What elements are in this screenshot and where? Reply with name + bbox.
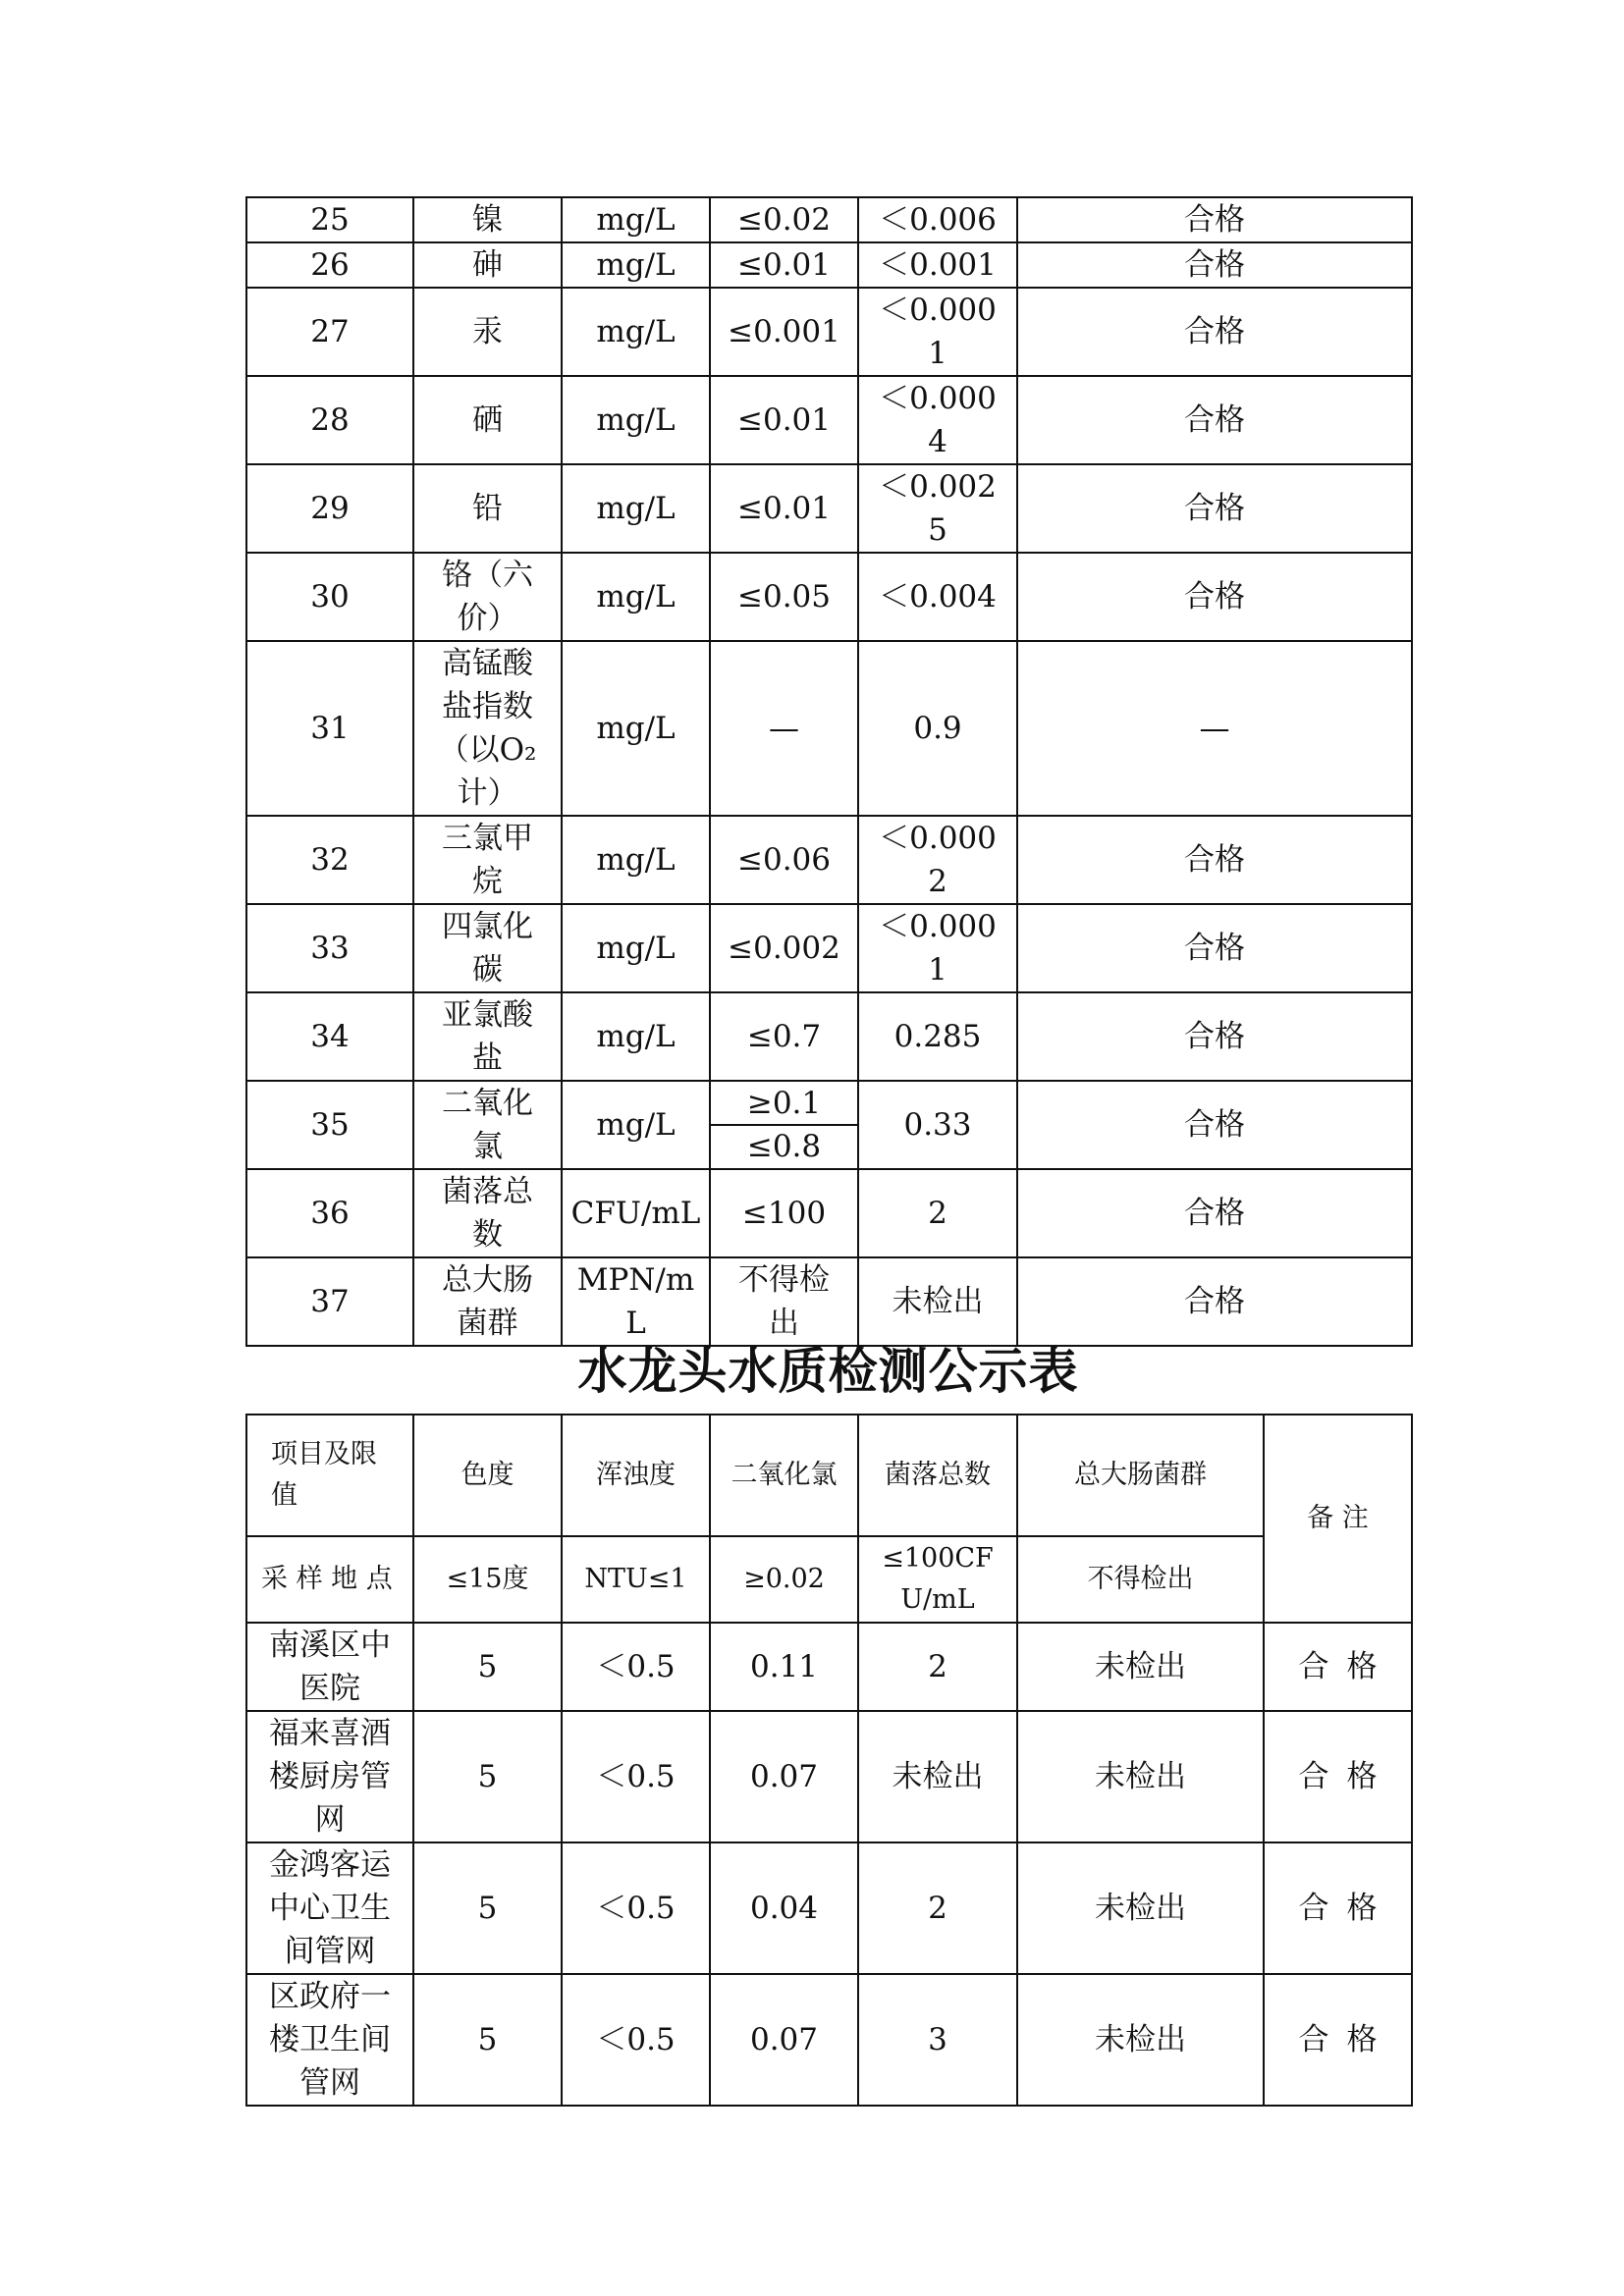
- limit: ≤0.001: [710, 288, 858, 376]
- sampling-site: 金鸿客运中心卫生间管网: [246, 1842, 413, 1974]
- remark-value: 合格: [1264, 1711, 1412, 1842]
- unit: mg/L: [562, 904, 710, 992]
- verdict: 合格: [1017, 1169, 1412, 1257]
- remark-value: 合格: [1264, 1842, 1412, 1974]
- limit: ≤0.01: [710, 242, 858, 288]
- colony-count-value: 3: [858, 1974, 1017, 2106]
- colony-count-value: 2: [858, 1842, 1017, 1974]
- verdict: 合格: [1017, 816, 1412, 904]
- sampling-site: 区政府一楼卫生间管网: [246, 1974, 413, 2106]
- table-row: [246, 1974, 1412, 2106]
- color-value: 5: [413, 1974, 562, 2106]
- result: ＜0.0004: [858, 376, 1017, 464]
- table-row: [246, 1169, 1412, 1257]
- table-row: [246, 641, 1412, 816]
- chlorine-dioxide-header: 二氧化氯: [710, 1415, 858, 1536]
- verdict: 合格: [1017, 992, 1412, 1081]
- result: 0.285: [858, 992, 1017, 1081]
- item-name: 铅: [413, 464, 562, 553]
- turbidity-limit: NTU≤1: [562, 1536, 710, 1623]
- item-name: 砷: [413, 242, 562, 288]
- limit: ≤0.01: [710, 464, 858, 553]
- table-row: [246, 1711, 1412, 1842]
- result: ＜0.006: [858, 197, 1017, 242]
- unit: mg/L: [562, 816, 710, 904]
- result: ＜0.0002: [858, 816, 1017, 904]
- item-name: 亚氯酸盐: [413, 992, 562, 1081]
- table-row: [246, 288, 1412, 376]
- verdict: 合格: [1017, 553, 1412, 641]
- result: ＜0.0025: [858, 464, 1017, 553]
- colony-count-limit: ≤100CFU/mL: [858, 1536, 1017, 1623]
- chlorine-dioxide-limit: ≥0.02: [710, 1536, 858, 1623]
- coliforms-value: 未检出: [1017, 1711, 1264, 1842]
- table-row: [246, 816, 1412, 904]
- unit: mg/L: [562, 242, 710, 288]
- table-row: [246, 1257, 1412, 1346]
- colony-count-value: 未检出: [858, 1711, 1017, 1842]
- verdict: 合格: [1017, 1081, 1412, 1169]
- color-value: 5: [413, 1711, 562, 1842]
- row-number: 25: [246, 197, 413, 242]
- row-number: 29: [246, 464, 413, 553]
- page-title: 水龙头水质检测公示表: [577, 1343, 1079, 1400]
- row-number: 32: [246, 816, 413, 904]
- result: ＜0.001: [858, 242, 1017, 288]
- limit-low: ≥0.1: [746, 1086, 822, 1121]
- colony-count-value: 2: [858, 1623, 1017, 1711]
- remark-value: 合格: [1264, 1623, 1412, 1711]
- item-name: 硒: [413, 376, 562, 464]
- turbidity-value: ＜0.5: [562, 1974, 710, 2106]
- color-header: 色度: [413, 1415, 562, 1536]
- colony-count-header: 菌落总数: [858, 1415, 1017, 1536]
- result: 0.9: [858, 641, 1017, 816]
- coliforms-limit: 不得检出: [1017, 1536, 1264, 1623]
- sampling-site-header: 采 样 地 点: [246, 1536, 413, 1623]
- table-row: [246, 242, 1412, 288]
- verdict: 合格: [1017, 242, 1412, 288]
- table-row: [246, 1081, 1412, 1169]
- verdict: 合格: [1017, 464, 1412, 553]
- coliforms-value: 未检出: [1017, 1623, 1264, 1711]
- limit: ≤0.01: [710, 376, 858, 464]
- row-number: 27: [246, 288, 413, 376]
- item-name: 总大肠菌群: [413, 1257, 562, 1346]
- limit: ≤0.7: [710, 992, 858, 1081]
- color-value: 5: [413, 1842, 562, 1974]
- chlorine-dioxide-value: 0.07: [710, 1711, 858, 1842]
- result: ＜0.0001: [858, 904, 1017, 992]
- unit: mg/L: [562, 464, 710, 553]
- verdict: —: [1017, 641, 1412, 816]
- row-number: 35: [246, 1081, 413, 1169]
- row-number: 28: [246, 376, 413, 464]
- verdict: 合格: [1017, 1257, 1412, 1346]
- row-number: 26: [246, 242, 413, 288]
- chlorine-dioxide-value: 0.04: [710, 1842, 858, 1974]
- turbidity-value: ＜0.5: [562, 1623, 710, 1711]
- chlorine-dioxide-value: 0.07: [710, 1974, 858, 2106]
- header-row: [246, 1415, 1412, 1536]
- result: ＜0.004: [858, 553, 1017, 641]
- sampling-site: 南溪区中医院: [246, 1623, 413, 1711]
- verdict: 合格: [1017, 904, 1412, 992]
- limit-high: ≤0.8: [711, 1124, 857, 1167]
- unit: mg/L: [562, 641, 710, 816]
- color-limit: ≤15度: [413, 1536, 562, 1623]
- limit: ≤100: [710, 1169, 858, 1257]
- item-name: 高锰酸盐指数（以O₂计）: [413, 641, 562, 816]
- limits-row: [246, 1536, 1412, 1623]
- remark-value: 合格: [1264, 1974, 1412, 2106]
- item-name: 铬（六价）: [413, 553, 562, 641]
- table-row: [246, 1623, 1412, 1711]
- coliforms-value: 未检出: [1017, 1842, 1264, 1974]
- item-name: 二氧化氯: [413, 1081, 562, 1169]
- verdict: 合格: [1017, 288, 1412, 376]
- limit-range: [710, 1081, 858, 1169]
- item-limit-header: 项目及限值: [246, 1415, 413, 1536]
- table-row: [246, 1842, 1412, 1974]
- item-name: 汞: [413, 288, 562, 376]
- table-row: [246, 992, 1412, 1081]
- unit: mg/L: [562, 288, 710, 376]
- row-number: 34: [246, 992, 413, 1081]
- limit: —: [710, 641, 858, 816]
- test-items-table: [245, 196, 1413, 1347]
- limit: ≤0.05: [710, 553, 858, 641]
- turbidity-header: 浑浊度: [562, 1415, 710, 1536]
- table-row: [246, 464, 1412, 553]
- limit: 不得检出: [710, 1257, 858, 1346]
- table-row: [246, 553, 1412, 641]
- row-number: 36: [246, 1169, 413, 1257]
- table-row: [246, 376, 1412, 464]
- sampling-site: 福来喜酒楼厨房管网: [246, 1711, 413, 1842]
- row-number: 37: [246, 1257, 413, 1346]
- color-value: 5: [413, 1623, 562, 1711]
- unit: mg/L: [562, 376, 710, 464]
- remarks-header: 备 注: [1264, 1415, 1412, 1623]
- limit: ≤0.002: [710, 904, 858, 992]
- coliforms-value: 未检出: [1017, 1974, 1264, 2106]
- verdict: 合格: [1017, 197, 1412, 242]
- item-name: 三氯甲烷: [413, 816, 562, 904]
- unit: mg/L: [562, 992, 710, 1081]
- result: ＜0.0001: [858, 288, 1017, 376]
- result: 未检出: [858, 1257, 1017, 1346]
- item-name: 四氯化碳: [413, 904, 562, 992]
- row-number: 30: [246, 553, 413, 641]
- row-number: 33: [246, 904, 413, 992]
- chlorine-dioxide-value: 0.11: [710, 1623, 858, 1711]
- unit: mg/L: [562, 197, 710, 242]
- coliforms-header: 总大肠菌群: [1017, 1415, 1264, 1536]
- row-number: 31: [246, 641, 413, 816]
- unit: mg/L: [562, 553, 710, 641]
- unit: mg/L: [562, 1081, 710, 1169]
- result: 0.33: [858, 1081, 1017, 1169]
- table-row: [246, 197, 1412, 242]
- turbidity-value: ＜0.5: [562, 1711, 710, 1842]
- tap-water-table: [245, 1414, 1413, 2107]
- item-name: 镍: [413, 197, 562, 242]
- limit: ≤0.02: [710, 197, 858, 242]
- unit: MPN/mL: [562, 1257, 710, 1346]
- verdict: 合格: [1017, 376, 1412, 464]
- item-name: 菌落总数: [413, 1169, 562, 1257]
- result: 2: [858, 1169, 1017, 1257]
- unit: CFU/mL: [562, 1169, 710, 1257]
- limit: ≤0.06: [710, 816, 858, 904]
- turbidity-value: ＜0.5: [562, 1842, 710, 1974]
- table-row: [246, 904, 1412, 992]
